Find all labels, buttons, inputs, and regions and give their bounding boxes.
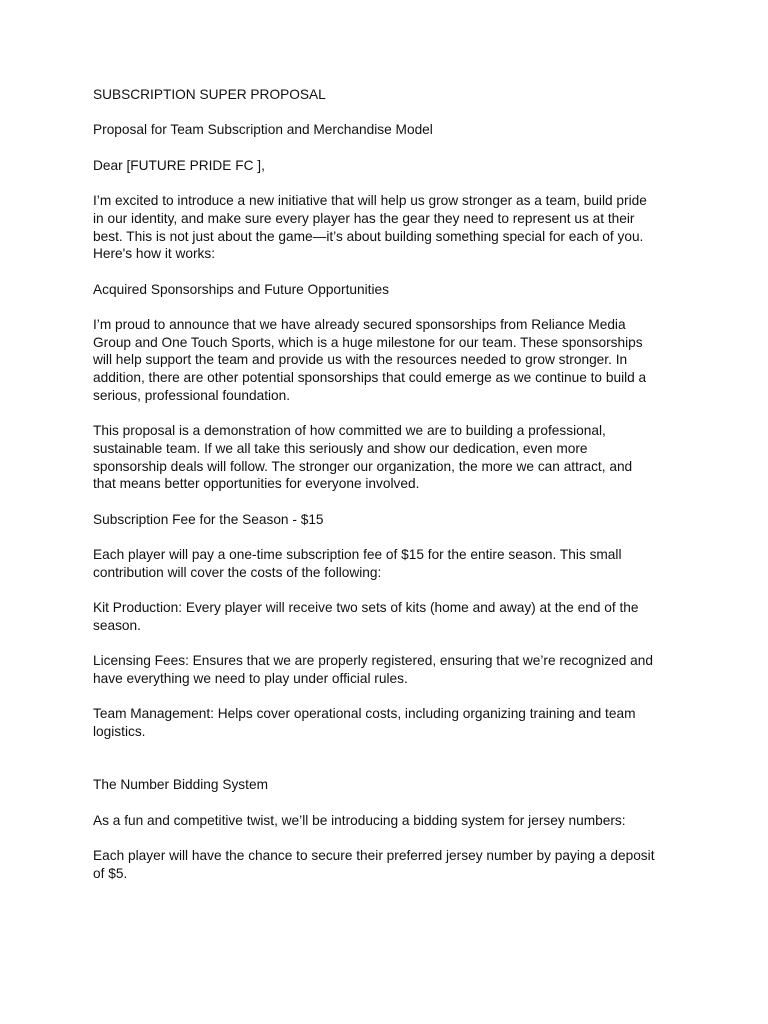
bidding-heading: The Number Bidding System	[93, 777, 268, 793]
licensing-fees-item: Licensing Fees: Ensures that we are properly registered, ensuring that we’re recognized and have everything we need to play under official rules.	[93, 653, 653, 687]
document-subtitle: Proposal for Team Subscription and Merchandise Model	[93, 122, 433, 138]
team-management-item: Team Management: Helps cover operational costs, including organizing training and team logistics.	[93, 706, 636, 740]
fee-paragraph: Each player will pay a one-time subscription fee of $15 for the entire season. This small contribution will cover the costs of the following:	[93, 547, 622, 580]
salutation: Dear [FUTURE PRIDE FC ],	[93, 157, 265, 173]
kit-production-item: Kit Production: Every player will receive two sets of kits (home and away) at the end of the season.	[93, 600, 639, 633]
bidding-paragraph-2: Each player will have the chance to secure their preferred jersey number by paying a deposit of $5.	[93, 848, 655, 881]
intro-paragraph: I’m excited to introduce a new initiative that will help us grow stronger as a team, build pride in our identity, and make sure every player has the gear they need to represent us at their best. This is not just about the game—it’s about building something special for each of you. Here's how it works:	[93, 193, 647, 262]
document-title: SUBSCRIPTION SUPER PROPOSAL	[93, 87, 326, 102]
sponsorships-paragraph-2: This proposal is a demonstration of how committed we are to building a professional, sustainable team. If we all take this seriously and show our dedication, even more sponsorship deals will follow. The stronger our organization, the more we can attract, and that means better opportunities for everyone involved.	[93, 423, 633, 492]
bidding-paragraph-1: As a fun and competitive twist, we’ll be introducing a bidding system for jersey numbers:	[93, 812, 626, 828]
document-body	[93, 86, 683, 900]
sponsorships-heading: Acquired Sponsorships and Future Opportunities	[93, 281, 389, 297]
fee-heading: Subscription Fee for the Season - $15	[93, 511, 324, 527]
sponsorships-paragraph-1: I’m proud to announce that we have already secured sponsorships from Reliance Media Group and One Touch Sports, which is a huge milestone for our team. These sponsorships will help support the team and provide us with the resources needed to grow stronger. In addition, there are other potential sponsorships that could emerge as we continue to build a serious, professional foundation.	[93, 317, 647, 403]
